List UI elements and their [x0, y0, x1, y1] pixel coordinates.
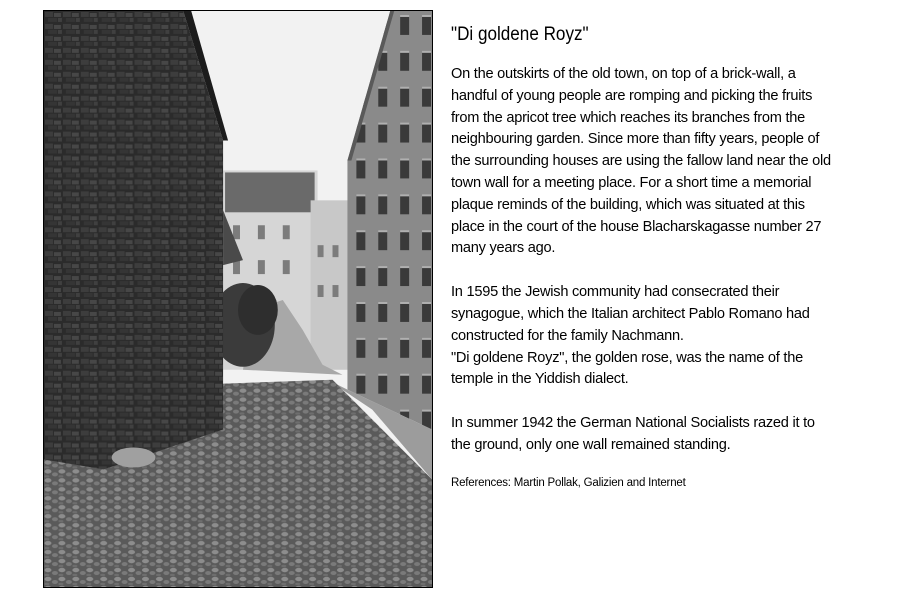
paragraph-line: On the outskirts of the old town, on top of a brick-wall, a [451, 66, 796, 82]
paragraph-synagogue [451, 282, 851, 391]
paragraph-1942 [451, 413, 851, 457]
references: References: Martin Pollak, Galizien and Internet [451, 476, 686, 489]
paragraph-line: neighbouring garden. Since more than fifty years, people of [451, 131, 820, 148]
paragraph-line: many years ago. [451, 240, 556, 257]
paragraph-line: the surrounding houses are using the fallow land near the old [451, 153, 831, 170]
paragraph-line: constructed for the family Nachmann. [451, 327, 684, 344]
article-title: "Di goldene Royz" [451, 24, 589, 45]
paragraph-line: the ground, only one wall remained standing. [451, 436, 731, 453]
paragraph-line: from the apricot tree which reaches its branches from the [451, 109, 805, 126]
paragraph-line: town wall for a meeting place. For a short time a memorial [451, 174, 812, 191]
street-photo-illustration [44, 11, 432, 587]
paragraph-line: place in the court of the house Blacharskagasse number 27 [451, 218, 822, 235]
paragraph-line: handful of young people are romping and picking the fruits [451, 87, 813, 104]
street-photo [43, 10, 433, 588]
paragraph-line: In summer 1942 the German National Socialists razed it to [451, 415, 815, 432]
paragraph-outskirts [451, 64, 851, 260]
paragraph-line: synagogue, which the Italian architect Pablo Romano had [451, 305, 810, 322]
article [451, 22, 851, 491]
paragraph-line: In 1595 the Jewish community had consecrated their [451, 284, 780, 301]
paragraph-line: plaque reminds of the building, which was situated at this [451, 196, 805, 213]
paragraph-line: temple in the Yiddish dialect. [451, 371, 629, 388]
paragraph-line: "Di goldene Royz", the golden rose, was the name of the [451, 349, 803, 366]
